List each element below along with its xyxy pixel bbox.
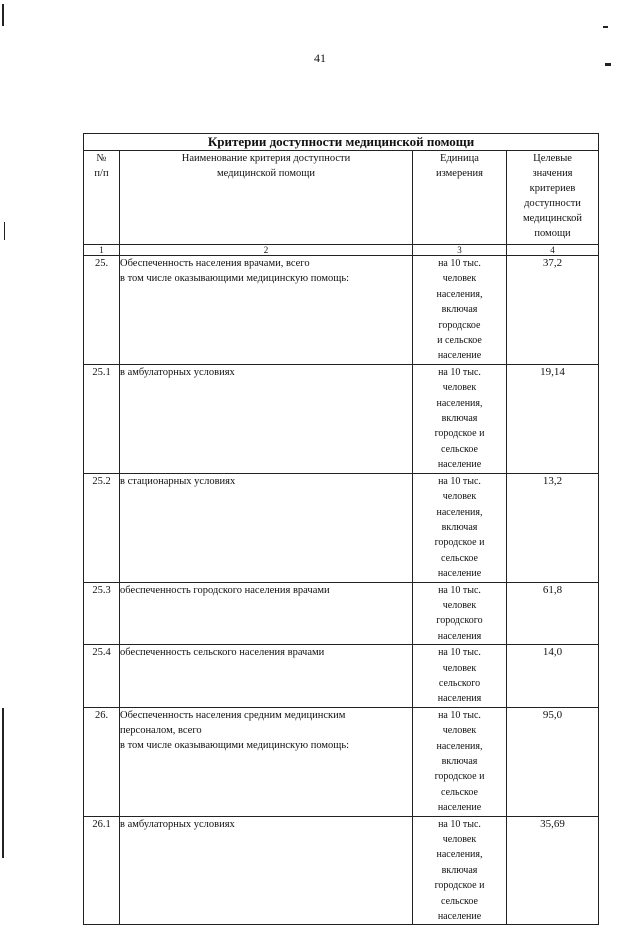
scan-edge-mark-bottom [2, 708, 4, 858]
table-row [84, 364, 599, 473]
column-number-2: 2 [120, 245, 413, 256]
unit-of-measure: на 10 тыс. человек населения, включая городское и сельское население [413, 707, 507, 816]
table-row [84, 707, 599, 816]
table-row [84, 582, 599, 645]
header-unit: Единица измерения [413, 151, 507, 245]
table-row [84, 816, 599, 925]
table-title: Критерии доступности медицинской помощи [84, 134, 599, 151]
row-number: 26. [84, 707, 120, 816]
unit-of-measure: на 10 тыс. человек населения, включая городское и сельское население [413, 473, 507, 582]
target-value: 13,2 [507, 473, 599, 582]
table-row [84, 473, 599, 582]
header-target-values: Целевые значения критериев доступности медицинской помощи [507, 151, 599, 245]
row-number: 25.3 [84, 582, 120, 645]
target-value: 61,8 [507, 582, 599, 645]
table-row [84, 256, 599, 365]
table-row [84, 645, 599, 708]
target-value: 37,2 [507, 256, 599, 365]
criterion-name: в амбулаторных условиях [120, 364, 413, 473]
target-value: 35,69 [507, 816, 599, 925]
table-body [84, 256, 599, 925]
target-value: 14,0 [507, 645, 599, 708]
column-number-3: 3 [413, 245, 507, 256]
unit-of-measure: на 10 тыс. человек сельского населения [413, 645, 507, 708]
scan-speck-right-top [603, 26, 608, 28]
scan-edge-mark-top [2, 4, 4, 26]
row-number: 25. [84, 256, 120, 365]
header-number: № п/п [84, 151, 120, 245]
criterion-name: в амбулаторных условиях [120, 816, 413, 925]
row-number: 26.1 [84, 816, 120, 925]
row-number: 25.1 [84, 364, 120, 473]
target-value: 19,14 [507, 364, 599, 473]
criteria-table [83, 133, 599, 925]
criterion-name: в стационарных условиях [120, 473, 413, 582]
criterion-name: обеспеченность городского населения врачами [120, 582, 413, 645]
target-value: 95,0 [507, 707, 599, 816]
row-number: 25.4 [84, 645, 120, 708]
criterion-name: обеспеченность сельского населения врачами [120, 645, 413, 708]
column-number-1: 1 [84, 245, 120, 256]
header-criterion-name: Наименование критерия доступности медицинской помощи [120, 151, 413, 245]
page-number: 41 [314, 51, 326, 65]
row-number: 25.2 [84, 473, 120, 582]
column-number-4: 4 [507, 245, 599, 256]
scan-edge-mark-left [4, 222, 5, 240]
criterion-name: Обеспеченность населения врачами, всего в том числе оказывающими медицинскую помощь: [120, 256, 413, 365]
unit-of-measure: на 10 тыс. человек населения, включая городское и сельское население [413, 364, 507, 473]
unit-of-measure: на 10 тыс. человек городского населения [413, 582, 507, 645]
criterion-name: Обеспеченность населения средним медицинским персоналом, всего в том числе оказывающими медицинскую помощь: [120, 707, 413, 816]
unit-of-measure: на 10 тыс. человек населения, включая городское и сельское население [413, 256, 507, 365]
unit-of-measure: на 10 тыс. человек населения, включая городское и сельское население [413, 816, 507, 925]
